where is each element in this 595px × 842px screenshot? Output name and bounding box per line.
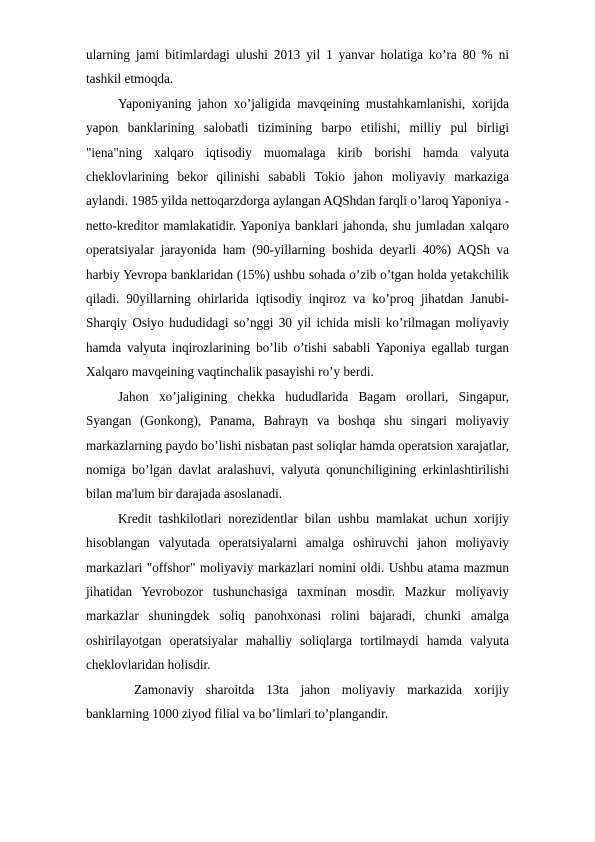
paragraph-modern-conditions: Zamonaviy sharoitda 13ta jahon moliyaviy markazida xorijiy banklarning 1000 ziyod filial va bo’limlari to’plangandir. [86, 681, 509, 721]
paragraph-japan: Yaponiyaning jahon xo’jaligida mavqeining mustahkamlanishi, xorijda yapon banklarining salobatli tizimining barpo etilishi, milliy pul birligi "iena"ning xalqaro iqtisodiy muomalaga kirib borishi hamda valyuta cheklovlarining bekor qilinishi sababli Tokio jahon moliyaviy markaziga aylandi. 1985 yilda nettoqarzdorga aylangan AQShdan farqli o’laroq Yaponiya - netto-kreditor mamlakatidir. Yaponiya banklari jahonda, shu jumladan xalqaro operatsiyalar jarayonida ham (90-yillarning boshida deyarli 40%) AQSh va harbiy Yevropa banklaridan (15%) ushbu sohada o’zib o’tgan holda yetakchilik qiladi. 90yillarning ohirlarida iqtisodiy inqiroz va ko’proq jihatdan Janubi-Sharqiy Osiyo hududidagi so’nggi 30 yil ichida misli ko’rilmagan moliyaviy hamda valyuta inqirozlarining bo’lib o’tishi sababli Yaponiya egallab turgan Xalqaro mavqeining vaqtinchalik pasayishi ro’y berdi. [86, 95, 509, 380]
document-page [86, 43, 509, 726]
paragraph-continuation: ularning jami bitimlardagi ulushi 2013 yil 1 yanvar holatiga ko’ra 80 % ni tashkil etmoqda. [86, 47, 509, 87]
paragraph-offshore: Kredit tashkilotlari norezidentlar bilan ushbu mamlakat uchun xorijiy hisoblangan valyutada operatsiyalarni amalga oshiruvchi jahon moliyaviy markazlari "offshor" moliyaviy markazlari nomini oldi. Ushbu atama mazmun jihatidan Yevrobozor tushunchasiga taxminan mosdir. Mazkur moliyaviy markazlar shuningdek soliq panohxonasi rolini bajaradi, chunki amalga oshirilayotgan operatsiyalar mahalliy soliqlarga tortilmaydi hamda valyuta cheklovlaridan holisdir. [86, 510, 509, 673]
paragraph-periphery-centers: Jahon xo’jaligining chekka hududlarida Bagam orollari, Singapur, Syangan (Gonkong), Panama, Bahrayn va boshqa shu singari moliyaviy markazlarning paydo bo’lishi nisbatan past soliqlar hamda operatsion xarajatlar, nomiga bo’lgan davlat aralashuvi, valyuta qonunchiligining erkinlashtirilishi bilan ma'lum bir darajada asoslanadi. [86, 388, 509, 502]
